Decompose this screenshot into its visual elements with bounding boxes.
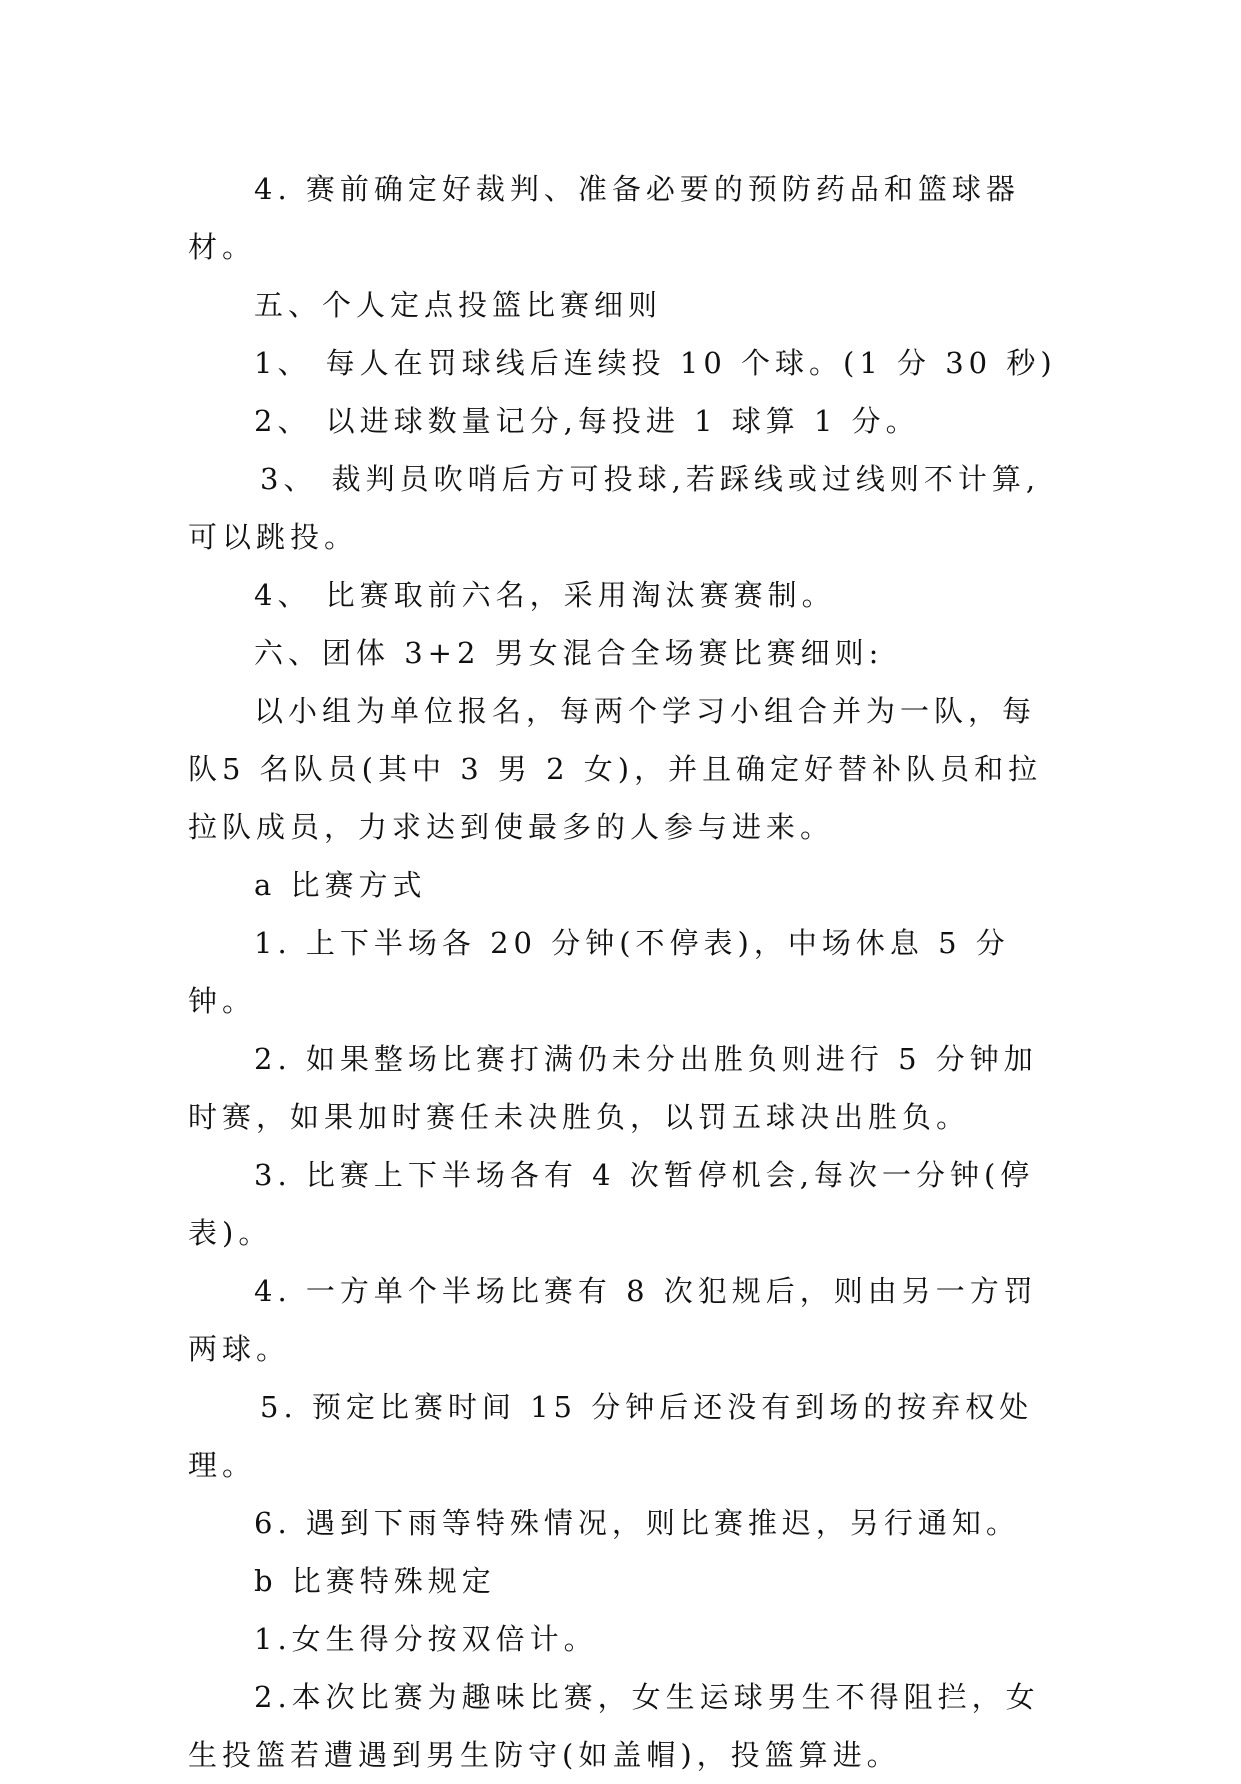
paragraph-team-registration: 以小组为单位报名，每两个学习小组合并为一队，每队5 名队员(其中 3 男 2 女)，并且确定好替补队员和拉拉队成员，力求达到使最多的人参与进来。 bbox=[188, 694, 1043, 844]
subheading-b: b 比赛特殊规定 bbox=[254, 1564, 496, 1598]
paragraph-shooting-rule-4: 4、 比赛取前六名，采用淘汰赛赛制。 bbox=[254, 578, 836, 612]
paragraph-prep-item-4: 4. 赛前确定好裁判、准备必要的预防药品和篮球器材。 bbox=[188, 172, 1020, 264]
paragraph-shooting-rule-2: 2、 以进球数量记分,每投进 1 球算 1 分。 bbox=[254, 404, 920, 438]
paragraph-format-rule-4: 4. 一方单个半场比赛有 8 次犯规后，则由另一方罚两球。 bbox=[188, 1274, 1038, 1366]
paragraph-format-rule-6: 6. 遇到下雨等特殊情况，则比赛推迟，另行通知。 bbox=[254, 1506, 1020, 1540]
paragraph-format-rule-1: 1. 上下半场各 20 分钟(不停表)，中场休息 5 分钟。 bbox=[188, 926, 1010, 1018]
paragraph-shooting-rule-3: 3、 裁判员吹哨后方可投球,若踩线或过线则不计算,可以跳投。 bbox=[188, 462, 1041, 554]
paragraph-shooting-rule-1: 1、 每人在罚球线后连续投 10 个球。(1 分 30 秒) bbox=[254, 346, 1057, 380]
paragraph-format-rule-3: 3. 比赛上下半场各有 4 次暂停机会,每次一分钟(停表)。 bbox=[188, 1158, 1035, 1250]
section-heading-5: 五、个人定点投篮比赛细则 bbox=[254, 288, 663, 322]
paragraph-special-rule-2: 2.本次比赛为趣味比赛，女生运球男生不得阻拦，女生投篮若遭遇到男生防守(如盖帽)，投篮算进。 bbox=[188, 1680, 1040, 1772]
section-heading-6: 六、团体 3+2 男女混合全场赛比赛细则: bbox=[254, 636, 884, 670]
document-body bbox=[188, 160, 1068, 1784]
paragraph-format-rule-5: 5. 预定比赛时间 15 分钟后还没有到场的按弃权处理。 bbox=[188, 1390, 1034, 1482]
paragraph-format-rule-2: 2. 如果整场比赛打满仍未分出胜负则进行 5 分钟加时赛，如果加时赛任未决胜负，以罚五球决出胜负。 bbox=[188, 1042, 1038, 1134]
subheading-a: a 比赛方式 bbox=[254, 868, 427, 902]
paragraph-special-rule-1: 1.女生得分按双倍计。 bbox=[254, 1622, 598, 1656]
